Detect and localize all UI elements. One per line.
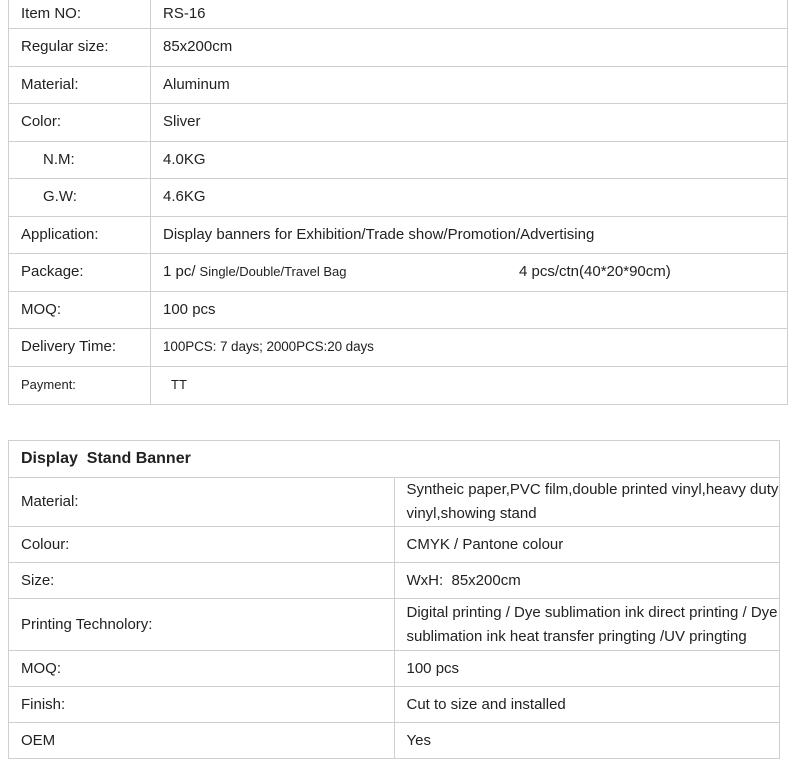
row-label: Color:: [9, 104, 151, 142]
table-row: [9, 141, 788, 179]
table-row: [9, 66, 788, 104]
row-label: Finish:: [9, 687, 395, 723]
table-title: Display Stand Banner: [9, 441, 780, 478]
table-row: [9, 527, 780, 563]
table-row: [9, 179, 788, 217]
row-value: RS-16: [151, 0, 788, 29]
row-value: Display banners for Exhibition/Trade show/Promotion/Advertising: [151, 216, 788, 254]
row-label: MOQ:: [9, 651, 395, 687]
package-unit: 1 pc/: [163, 263, 196, 281]
row-label: Printing Technolory:: [9, 599, 395, 651]
row-value: Digital printing / Dye sublimation ink direct printing / Dye sublimation ink heat transfer pringting /UV pringting: [394, 599, 780, 651]
row-label: Material:: [9, 478, 395, 527]
row-value: WxH: 85x200cm: [394, 563, 780, 599]
table-row: [9, 216, 788, 254]
table-row: [9, 723, 780, 759]
row-value: Yes: [394, 723, 780, 759]
row-value: 100 pcs: [394, 651, 780, 687]
row-label: Payment:: [9, 366, 151, 404]
table-row: [9, 29, 788, 67]
table-row: [9, 254, 788, 292]
row-value: CMYK / Pantone colour: [394, 527, 780, 563]
row-label: Application:: [9, 216, 151, 254]
package-type: Single/Double/Travel Bag: [199, 264, 347, 280]
table-row: [9, 563, 780, 599]
row-label: G.W:: [9, 179, 151, 217]
table-header-row: [9, 441, 780, 478]
row-value: 100PCS: 7 days; 2000PCS:20 days: [151, 329, 788, 367]
row-value: Syntheic paper,PVC film,double printed vinyl,heavy duty vinyl,showing stand: [394, 478, 780, 527]
row-value: 4.0KG: [151, 141, 788, 179]
row-value: 100 pcs: [151, 291, 788, 329]
table-row: [9, 651, 780, 687]
row-label: N.M:: [9, 141, 151, 179]
row-label: OEM: [9, 723, 395, 759]
table-row: [9, 104, 788, 142]
row-value: [151, 254, 788, 292]
table-row: [9, 478, 780, 527]
package-carton: 4 pcs/ctn(40*20*90cm): [519, 263, 671, 281]
table-row: [9, 599, 780, 651]
table-row: [9, 291, 788, 329]
table-row: [9, 329, 788, 367]
row-label: Colour:: [9, 527, 395, 563]
row-label: Material:: [9, 66, 151, 104]
row-value: 4.6KG: [151, 179, 788, 217]
display-stand-table: [8, 440, 780, 759]
row-value: Sliver: [151, 104, 788, 142]
row-value: Aluminum: [151, 66, 788, 104]
row-value: 85x200cm: [151, 29, 788, 67]
table-row: [9, 0, 788, 29]
table-row: [9, 687, 780, 723]
row-label: MOQ:: [9, 291, 151, 329]
product-spec-table: [8, 0, 788, 405]
row-label: Package:: [9, 254, 151, 292]
row-label: Size:: [9, 563, 395, 599]
table-row: [9, 366, 788, 404]
row-value: Cut to size and installed: [394, 687, 780, 723]
row-label: Item NO:: [9, 0, 151, 29]
row-value: TT: [151, 366, 788, 404]
row-label: Delivery Time:: [9, 329, 151, 367]
row-label: Regular size:: [9, 29, 151, 67]
